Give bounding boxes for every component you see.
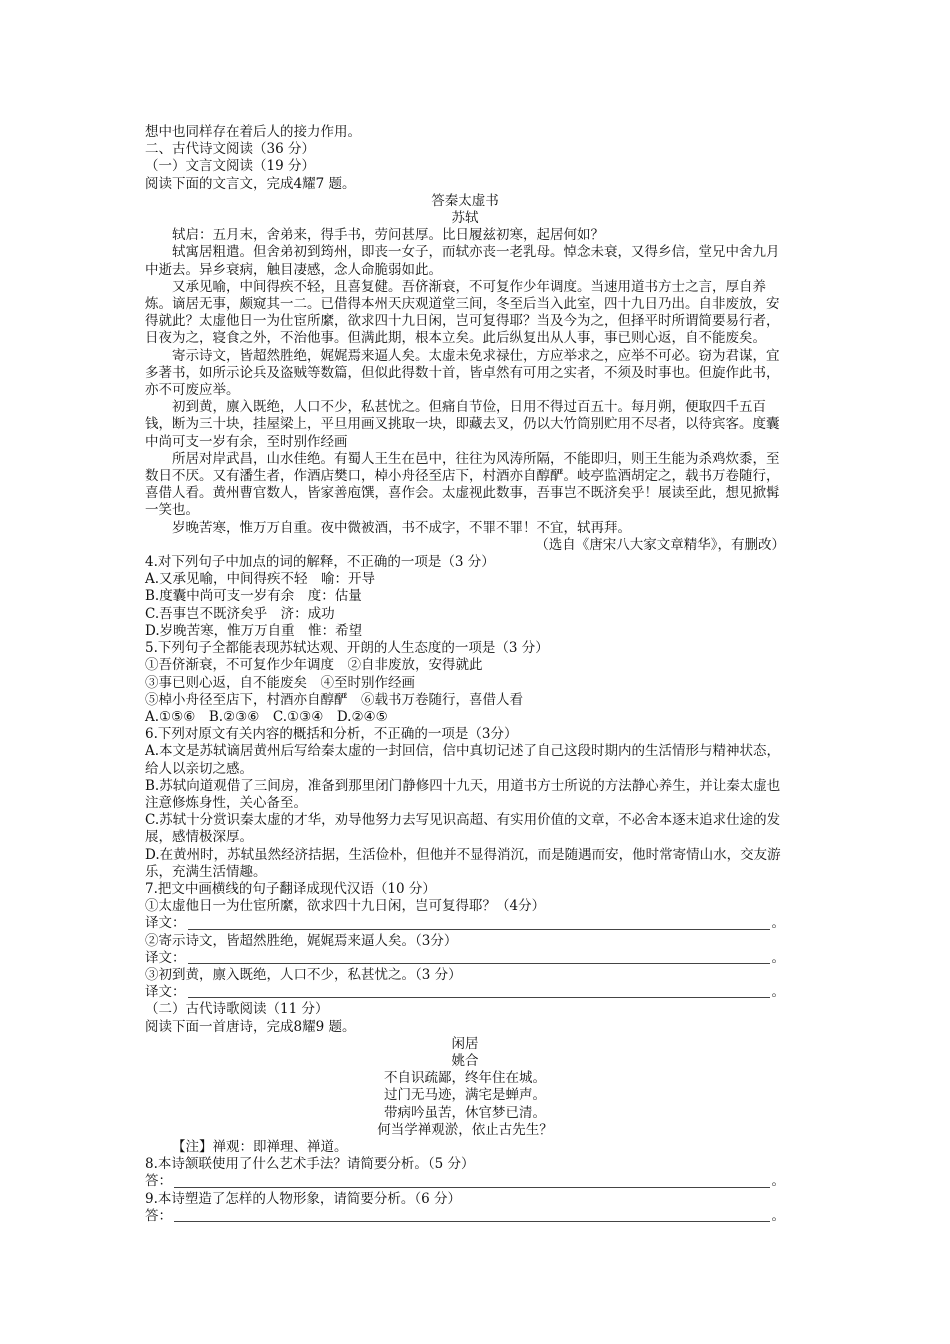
answer-underline[interactable] [174, 1220, 770, 1222]
paragraph: 姚合 [451, 1052, 479, 1069]
answer-end-mark: 。 [771, 1173, 785, 1190]
paragraph: A.①⑤⑥ B.②③⑥ C.①③④ D.②④⑤ [145, 708, 388, 725]
paragraph: （二）古代诗歌阅读（11 分） [145, 1001, 329, 1018]
answer-line[interactable] [145, 1208, 785, 1225]
paragraph: 想中也同样存在着后人的接力作用。 [145, 124, 361, 140]
answer-label: 译文： [145, 915, 186, 932]
paragraph: 寄示诗文，皆超然胜绝，娓娓焉来逼人矣。太虚未免求禄仕，方应举求之，应举不可必。窃为君谋，宜多著书，如所示论兵及盗贼等数篇，但似此得数十首，皆卓然有可用之实者，不须及时事也。但旋作此书，亦不可废应举。 [145, 347, 780, 399]
paragraph: （选自《唐宋八大家文章精华》，有删改） [535, 536, 785, 553]
answer-underline[interactable] [188, 996, 770, 998]
paragraph: C.苏轼十分赏识秦太虚的才华，劝导他努力去写见识高超、有实用价值的文章，不必舍本逐末追求仕途的发展，感情极深厚。 [145, 812, 781, 846]
answer-line[interactable] [145, 915, 785, 932]
answer-label: 译文： [145, 984, 186, 1001]
answer-underline[interactable] [174, 1186, 770, 1188]
answer-line[interactable] [145, 1173, 785, 1190]
paragraph: 所居对岸武昌，山水佳绝。有蜀人王生在邑中，往往为风涛所隔，不能即归，则王生能为杀鸡炊黍，至数日不厌。又有潘生者，作酒店樊口，棹小舟径至店下，村酒亦自醇酽。岐亭监酒胡定之，载书万卷随行，喜借人看。黄州曹官数人，皆家善庖馔，喜作会。太虚视此数事，吾事岂不既济矣乎！展读至此，想见掀髯一笑也。 [145, 450, 780, 519]
paragraph: D.在黄州时，苏轼虽然经济拮据，生活俭朴，但他并不显得消沉，而是随遇而安，他时常寄情山水，交友游乐，充满生活情趣。 [145, 846, 781, 880]
paragraph: B.苏轼向道观借了三间房，准备到那里闭门静修四十九天，用道书方士所说的方法静心养生，并让秦太虚也注意修炼身性，关心备至。 [145, 777, 781, 811]
answer-underline[interactable] [188, 962, 770, 964]
paragraph: 二、古代诗文阅读（36 分） [145, 141, 315, 158]
paragraph: 轼寓居粗遣。但舍弟初到筠州，即丧一女子，而轼亦丧一老乳母。悼念未衰，又得乡信，堂兄中舍九月中逝去。异乡衰病，触目凄感，念人命脆弱如此。 [145, 244, 780, 278]
document-body [145, 124, 785, 1225]
paragraph: 阅读下面的文言文，完成4耀7 题。 [145, 175, 356, 192]
paragraph: ②寄示诗文，皆超然胜绝，娓娓焉来逼人矣。（3分） [145, 932, 458, 949]
answer-label: 译文： [145, 949, 186, 966]
paragraph: 又承见喻，中间得疾不轻，且喜复健。吾侪渐衰，不可复作少年调度。当速用道书方士之言，厚自养炼。谪居无事，颇窥其一二。已借得本州天庆观道堂三间，冬至后当入此室，四十九日乃出。自非废放，安得就此？太虚他日一为仕宦所縻，欲求四十九日闲，岂可复得耶？当及今为之，但择平时所谓简要易行者，日夜为之，寝食之外，不治他事。但满此期，根本立矣。此后纵复出从人事，事已则心返，自不能废矣。 [145, 278, 780, 347]
paragraph: 阅读下面一首唐诗，完成8耀9 题。 [145, 1018, 356, 1035]
paragraph: 8.本诗颔联使用了什么艺术手法？请简要分析。（5 分） [145, 1156, 475, 1173]
answer-end-mark: 。 [771, 915, 785, 932]
paragraph: 9.本诗塑造了怎样的人物形象，请简要分析。（6 分） [145, 1190, 462, 1207]
paragraph: 闲居 [451, 1035, 479, 1052]
paragraph: 轼启：五月末，舍弟来，得手书，劳问甚厚。比日履兹初寒，起居何如？ [172, 227, 604, 244]
paragraph: 过门无马迹，满宅是蝉声。 [384, 1087, 546, 1104]
paragraph: ①吾侪渐衰，不可复作少年调度 ②自非废放，安得就此 [145, 657, 483, 674]
paragraph: 不自识疏鄙，终年住在城。 [384, 1070, 546, 1087]
answer-underline[interactable] [188, 928, 770, 930]
paragraph: ③初到黄，廪入既绝，人口不少，私甚忧之。（3 分） [145, 966, 462, 983]
answer-end-mark: 。 [771, 984, 785, 1001]
paragraph: 6.下列对原文有关内容的概括和分析，不正确的一项是（3分） [145, 726, 518, 743]
paragraph: ①太虚他日一为仕宦所縻，欲求四十九日闲，岂可复得耶？（4分） [145, 898, 546, 915]
answer-line[interactable] [145, 984, 785, 1001]
paragraph: 【注】禅观：即禅理、禅道。 [172, 1138, 348, 1155]
paragraph: 何当学禅观淤，依止古先生？ [377, 1121, 553, 1138]
paragraph: 苏轼 [451, 210, 479, 227]
paragraph: 初到黄，廪入既绝，人口不少，私甚忧之。但痛自节俭，日用不得过百五十。每月朔，便取四千五百钱，断为三十块，挂屋梁上，平旦用画叉挑取一块，即藏去叉，仍以大竹筒别贮用不尽者，以待宾客。度囊中尚可支一岁有余，至时别作经画 [145, 399, 780, 450]
paragraph: （一）文言文阅读（19 分） [145, 158, 315, 175]
paragraph: 5.下列句子全都能表现苏轼达观、开朗的人生态度的一项是（3 分） [145, 640, 549, 657]
answer-end-mark: 。 [771, 949, 785, 966]
paragraph: ③事已则心返，自不能废矣 ④至时别作经画 [145, 674, 415, 691]
paragraph: C.吾事岂不既济矣乎 济：成功 [145, 605, 335, 622]
answer-label: 答： [145, 1173, 172, 1190]
paragraph: 答秦太虚书 [431, 192, 499, 209]
paragraph: 4.对下列句子中加点的词的解释，不正确的一项是（3 分） [145, 554, 495, 571]
paragraph: 7.把文中画横线的句子翻译成现代汉语（10 分） [145, 880, 436, 897]
paragraph: ⑤棹小舟径至店下，村酒亦自醇酽 ⑥载书万卷随行，喜借人看 [145, 691, 523, 708]
answer-end-mark: 。 [771, 1207, 785, 1224]
paragraph: 带病吟虽苦，休官梦已清。 [384, 1104, 546, 1121]
answer-line[interactable] [145, 950, 785, 967]
paragraph: A.本文是苏轼谪居黄州后写给秦太虚的一封回信，信中真切记述了自己这段时期内的生活情形与精神状态，给人以亲切之感。 [145, 743, 781, 777]
answer-label: 答： [145, 1207, 172, 1224]
paragraph: 岁晚苦寒，惟万万自重。夜中微被酒，书不成字，不罪不罪！不宜，轼再拜。 [172, 519, 631, 536]
paragraph: D.岁晚苦寒，惟万万自重 惟：希望 [145, 622, 363, 639]
paragraph: A.又承见喻，中间得疾不轻 喻：开导 [145, 571, 376, 588]
paragraph: B.度囊中尚可支一岁有余 度：估量 [145, 588, 362, 605]
